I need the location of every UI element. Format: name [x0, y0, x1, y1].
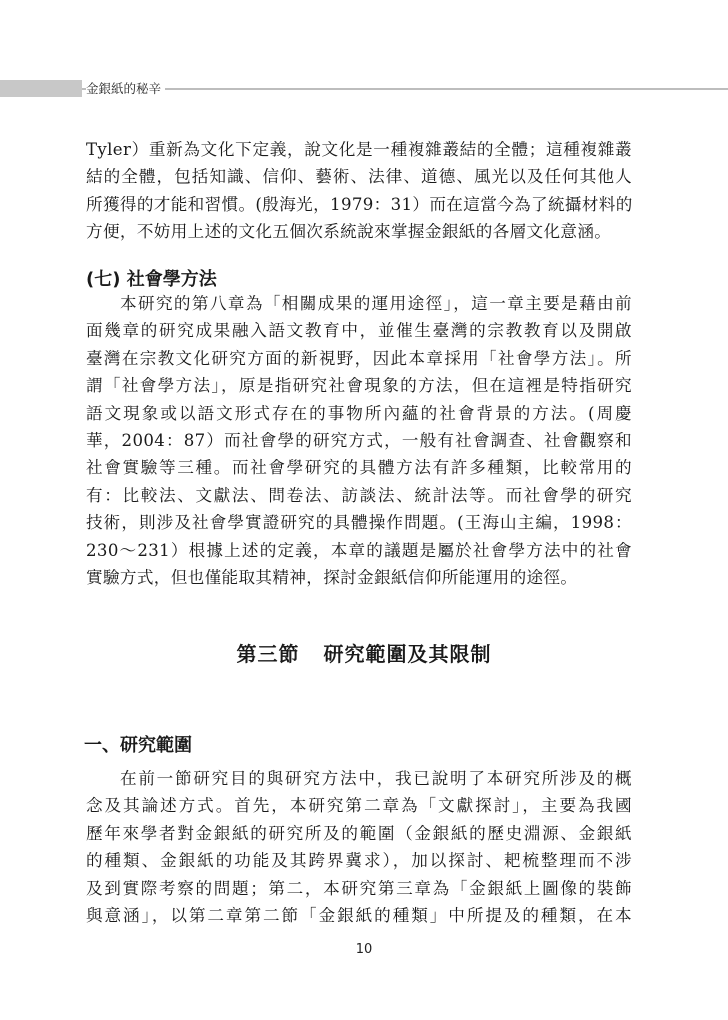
paragraph-sociology-method [86, 290, 632, 591]
text-line: 華，2004：87）而社會學的研究方式，一般有社會調查、社會觀察和 [86, 431, 632, 451]
section-number: 第三節 [236, 642, 300, 666]
paragraph-culture-definition [86, 136, 632, 246]
text-line: 有：比較法、文獻法、問卷法、訪談法、統計法等。而社會學的研究 [86, 485, 632, 505]
header-band [0, 80, 82, 97]
header-rule [82, 88, 728, 90]
text-line: 面幾章的研究成果融入語文教育中，並催生臺灣的宗教教育以及開啟 [86, 321, 632, 341]
page-number: 10 [355, 942, 373, 957]
text-line: 謂「社會學方法」，原是指研究社會現象的方法，但在這裡是特指研究 [86, 376, 632, 396]
section-name: 研究範圍及其限制 [323, 642, 492, 666]
section-title [0, 638, 728, 667]
text-line: 社會實驗等三種。而社會學研究的具體方法有許多種類，比較常用的 [86, 458, 632, 478]
text-line: 本研究的第八章為「相關成果的運用途徑」，這一章主要是藉由前 [120, 294, 632, 313]
text-line: 念及其論述方式。首先，本研究第二章為「文獻探討」，主要為我國 [86, 796, 632, 816]
text-line: 230～231）根據上述的定義，本章的議題是屬於社會學方法中的社會 [86, 540, 632, 560]
text-line: 技術，則涉及社會學實證研究的具體操作問題。(王海山主編，1998： [86, 513, 632, 533]
text-line: 及到實際考察的問題；第二，本研究第三章為「金銀紙上圖像的裝飾 [86, 878, 632, 898]
text-line: 結的全體，包括知識、信仰、藝術、法律、道德、風光以及任何其他人 [86, 167, 632, 187]
text-line: 與意涵」，以第二章第二節「金銀紙的種類」中所提及的種類，在本 [86, 906, 632, 926]
text-line: 臺灣在宗教文化研究方面的新視野，因此本章採用「社會學方法」。所 [86, 348, 632, 368]
text-line: 的種類、金銀紙的功能及其跨界冀求），加以探討、耙梳整理而不涉 [86, 851, 632, 871]
text-line: 實驗方式，但也僅能取其精神，探討金銀紙信仰所能運用的途徑。 [86, 568, 578, 588]
text-line: 歷年來學者對金銀紙的研究所及的範圍（金銀紙的歷史淵源、金銀紙 [86, 823, 632, 843]
text-line: Tyler）重新為文化下定義，說文化是一種複雜叢結的全體；這種複雜叢 [86, 140, 632, 159]
heading-sociology-method: (七) 社會學方法 [86, 269, 217, 290]
text-line: 語文現象或以語文形式存在的事物所內蘊的社會背景的方法。(周慶 [86, 403, 632, 423]
paragraph-research-scope [86, 765, 632, 929]
running-head: 金銀紙的秘辛 [86, 81, 165, 97]
heading-research-scope: 一、研究範圍 [84, 735, 192, 756]
text-line: 方便，不妨用上述的文化五個次系統說來掌握金銀紙的各層文化意涵。 [86, 222, 612, 242]
text-line: 所獲得的才能和習慣。(殷海光，1979：31）而在這當今為了統攝材料的 [86, 194, 633, 214]
text-line: 在前一節研究目的與研究方法中，我已說明了本研究所涉及的概 [120, 769, 632, 788]
